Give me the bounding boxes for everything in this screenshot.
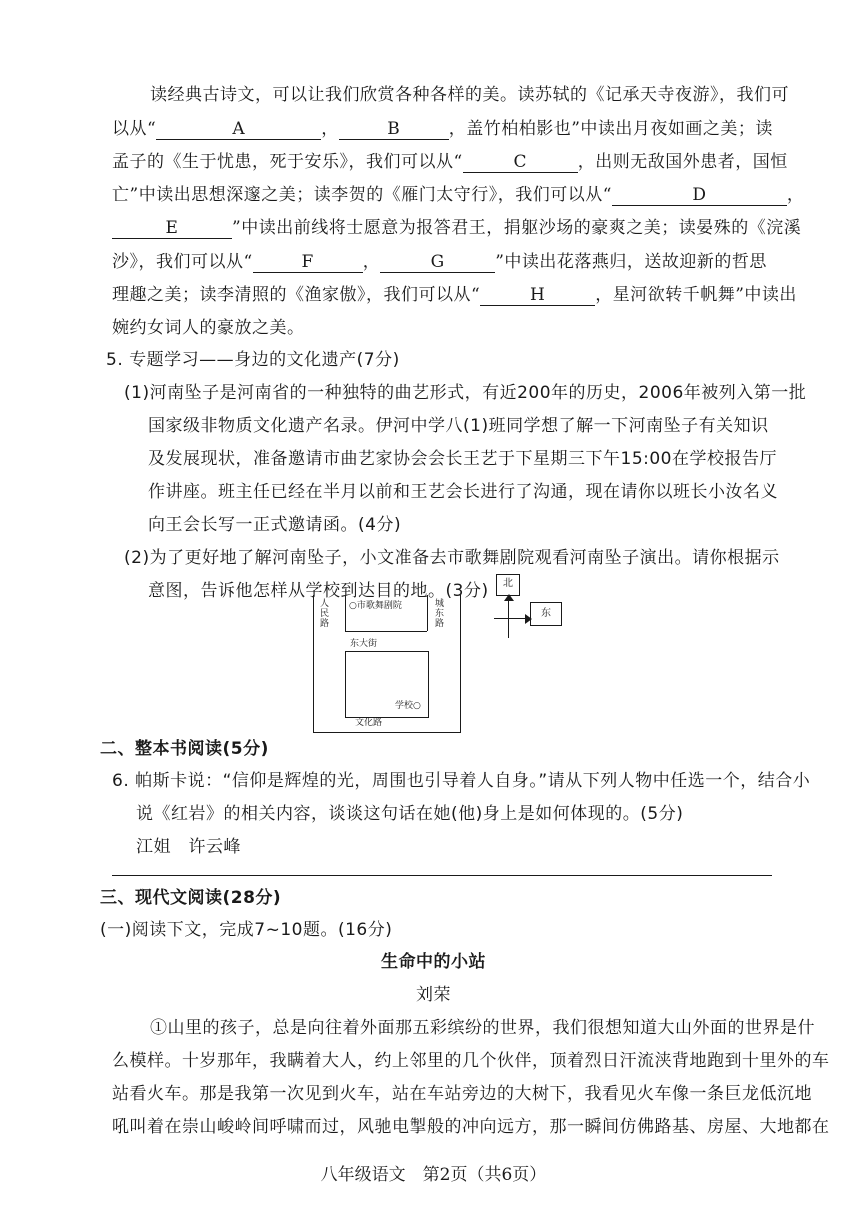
poem-line-1: 读经典古诗文，可以让我们欣赏各种各样的美。读苏轼的《记承天寺夜游》，我们可	[150, 85, 789, 105]
poem-line-7: 理趣之美；读李清照的《渔家傲》，我们可以从“ H ，星河欲转千帆舞”中读出	[112, 285, 797, 305]
article-title: 生命中的小站	[381, 952, 486, 972]
poem-line-3: 孟子的《生于忧患，死于安乐》，我们可以从“ C ，出则无敌国外患者，国恒	[112, 152, 788, 172]
north-box: 北	[496, 574, 520, 596]
east-arrow-icon	[525, 614, 532, 624]
inner-upper-left-line	[345, 595, 346, 631]
east-city-road-line	[460, 595, 461, 733]
left-road-label: 人民路	[320, 599, 330, 629]
article-line-3: 站看火车。那是我第一次见到火车，站在车站旁边的大树下，我看见火车像一条巨龙低沉地	[112, 1084, 812, 1104]
q5-p1-line-4: 作讲座。班主任已经在半月以前和王艺会长进行了沟通，现在请你以班长小汝名义	[148, 482, 778, 502]
poem-line-5: E ”中读出前线将士愿意为报答君王，捐躯沙场的豪爽之美；读晏殊的《浣溪	[112, 217, 801, 239]
part2-title: 二、整本书阅读(5分)	[100, 739, 269, 759]
blank-b[interactable]: B	[339, 119, 449, 140]
inner-upper-right-line	[427, 595, 428, 631]
q6-names: 江姐 许云峰	[136, 837, 241, 857]
blank-f[interactable]: F	[253, 252, 363, 273]
east-street-label: 东大街	[350, 639, 378, 649]
culture-road-line	[313, 732, 461, 733]
east-box: 东	[530, 602, 562, 626]
culture-road-label: 文化路	[355, 718, 383, 728]
q5-p1-line-3: 及发展现状，准备邀请市曲艺家协会会长王艺于下星期三下午15:00在学校报告厅	[148, 449, 777, 469]
part3-title: 三、现代文阅读(28分)	[100, 888, 282, 908]
right-road-label: 城东路	[435, 599, 445, 629]
blank-d[interactable]: D	[612, 185, 787, 206]
q6-line-2: 说《红岩》的相关内容，谈谈这句话在她(他)身上是如何体现的。(5分)	[136, 804, 684, 824]
poem-line-4: 亡”中读出思想深邃之美；读李贺的《雁门太守行》，我们可以从“ D ，	[112, 185, 805, 205]
answer-line[interactable]	[112, 875, 772, 876]
article-line-1: ①山里的孩子，总是向往着外面那五彩缤纷的世界，我们很想知道大山外面的世界是什	[150, 1018, 815, 1038]
q5-p2-line-2: 意图，告诉他怎样从学校到达目的地。(3分)	[148, 581, 489, 601]
poem-line-2: 以从“ A ， B ，盖竹柏柏影也”中读出月夜如画之美；读	[112, 119, 773, 139]
blank-a[interactable]: A	[156, 119, 321, 140]
blank-h[interactable]: H	[480, 285, 595, 306]
article-line-2: 么模样。十岁那年，我瞒着大人，约上邻里的几个伙伴，顶着烈日汗流浃背地跑到十里外的车	[112, 1051, 830, 1071]
part3-subtitle: (一)阅读下文，完成7~10题。(16分)	[100, 920, 393, 940]
article-line-4: 吼叫着在崇山峻岭间呼啸而过，风驰电掣般的冲向远方，那一瞬间仿佛路基、房屋、大地都在	[112, 1117, 830, 1137]
q5-p1-line-1: (1)河南坠子是河南省的一种独特的曲艺形式，有近200年的历史，2006年被列入第一批	[124, 383, 807, 403]
q5-p1-line-2: 国家级非物质文化遗产名录。伊河中学八(1)班同学想了解一下河南坠子有关知识	[148, 416, 769, 436]
people-road-line	[313, 595, 314, 733]
page-footer: 八年级语文 第2页（共6页）	[320, 1165, 547, 1185]
compass-vertical-line	[508, 596, 509, 638]
north-arrow-icon	[504, 594, 514, 601]
q5-p2-line-1: (2)为了更好地了解河南坠子，小文准备去市歌舞剧院观看河南坠子演出。请你根据示	[124, 548, 780, 568]
q5-title: 5. 专题学习——身边的文化遗产(7分)	[106, 350, 400, 370]
article-author: 刘荣	[416, 985, 451, 1005]
blank-e[interactable]: E	[112, 218, 232, 239]
poem-line-8: 婉约女词人的豪放之美。	[112, 318, 305, 338]
q6-line-1: 6. 帕斯卡说：“信仰是辉煌的光，周围也引导着人自身。”请从下列人物中任选一个，结合小	[112, 771, 811, 791]
theater-label: ○市歌舞剧院	[349, 601, 402, 611]
compass-diagram	[492, 572, 572, 642]
route-map	[305, 595, 460, 735]
q5-p1-line-5: 向王会长写一正式邀请函。(4分)	[148, 515, 402, 535]
poem-line-6: 沙》，我们可以从“ F ， G ”中读出花落燕归，送故迎新的哲思	[112, 252, 767, 272]
blank-c[interactable]: C	[463, 152, 578, 173]
east-street-upper-line	[345, 631, 427, 632]
blank-g[interactable]: G	[380, 252, 495, 273]
school-label: 学校○	[395, 701, 421, 711]
